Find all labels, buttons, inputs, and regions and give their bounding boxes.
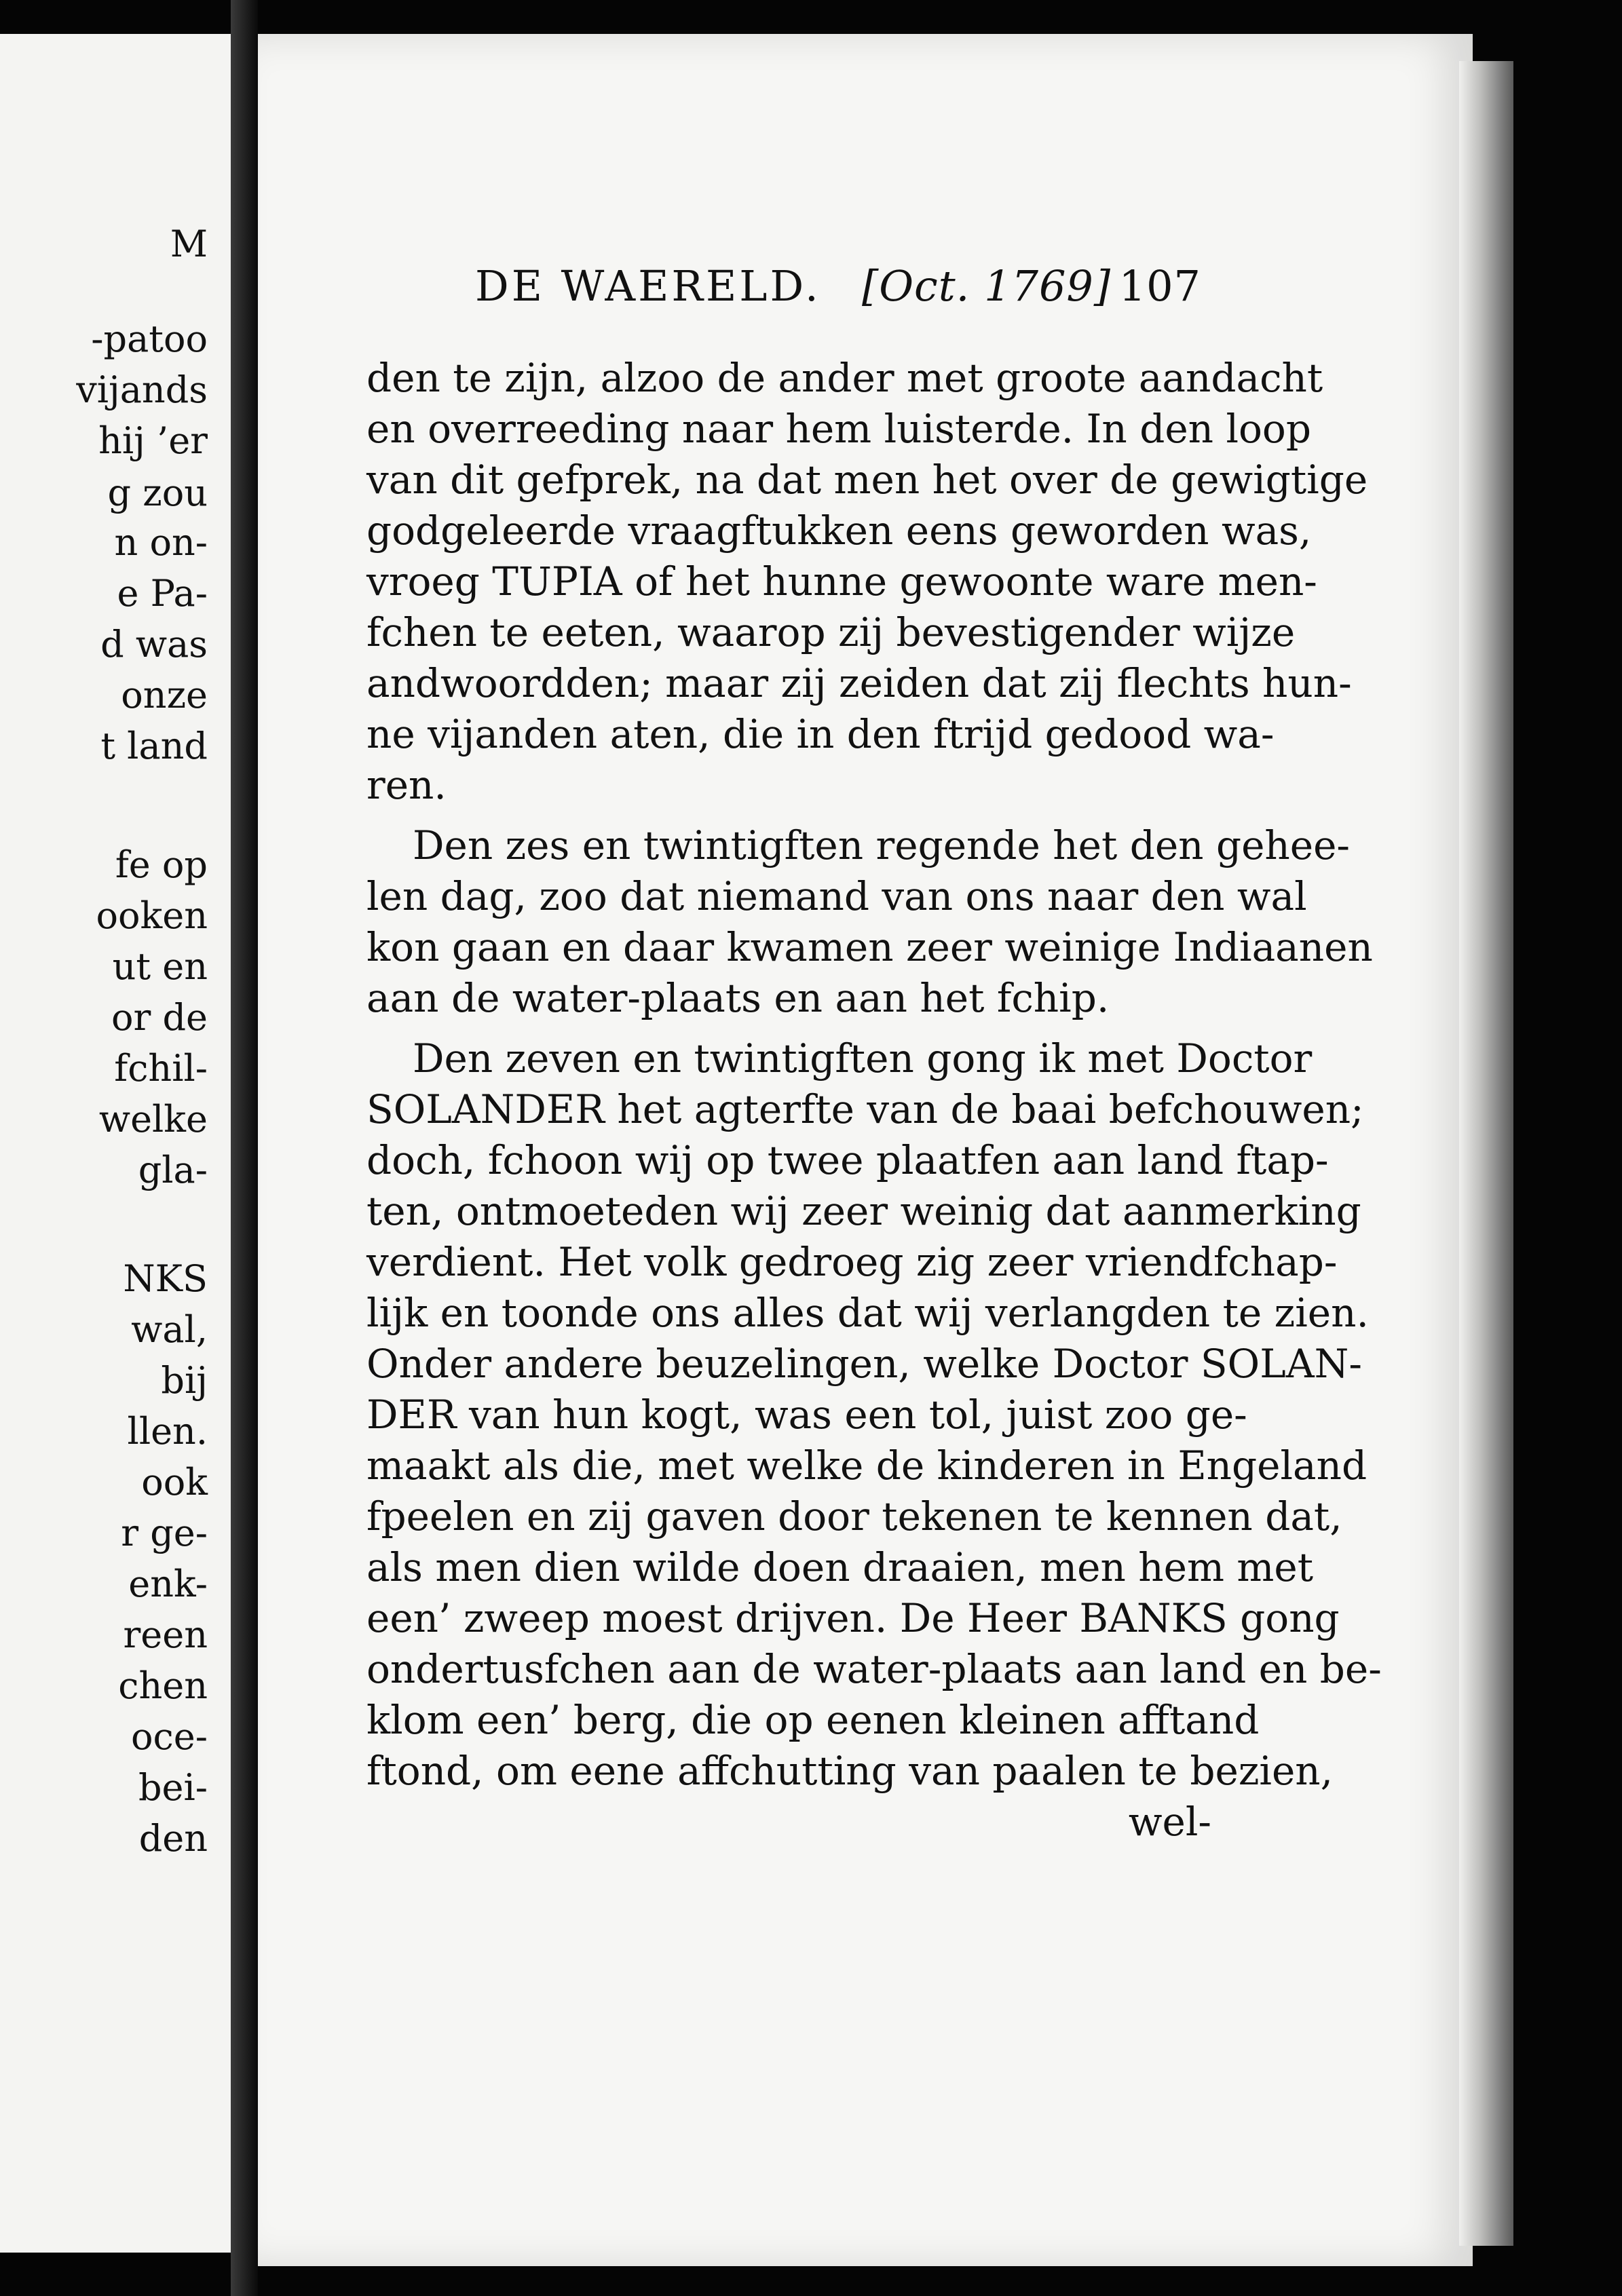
left-page-line: or de [111,996,208,1039]
left-page-line: enk- [128,1563,208,1605]
catchword: wel- [1128,1799,1211,1845]
text-line: van dit gefprek, na dat men het over de gewigtige [366,457,1368,503]
text-line: len dag, zoo dat niemand van ons naar den wal [366,873,1307,919]
left-page-line: d was [100,623,208,666]
left-page-line: den [138,1817,208,1860]
left-page-line: g zou [107,472,208,514]
left-page-line: e Pa- [117,572,208,615]
left-page-line: welke [98,1098,208,1141]
text-line: aan de water-plaats en aan het fchip. [366,975,1110,1021]
text-line: godgeleerde vraagftukken eens geworden was, [366,508,1312,554]
text-line: SOLANDER het agterfte van de baai befchouwen; [366,1086,1364,1132]
text-line: lijk en toonde ons alles dat wij verlangden te zien. [366,1290,1369,1336]
left-page-line: fchil- [114,1047,208,1090]
left-page-line: ook [141,1461,208,1504]
left-page-line: fe op [115,843,208,886]
text-line: ondertusfchen aan de water-plaats aan land en be- [366,1646,1382,1692]
paragraph-2 [366,820,1373,1024]
left-page-line: r ge- [121,1512,208,1554]
text-line: DER van hun kogt, was een tol, juist zoo ge- [366,1392,1247,1438]
text-line: fpeelen en zij gaven door tekenen te kennen dat, [366,1493,1342,1539]
left-page-line: wal, [131,1308,208,1351]
text-line: maakt als die, met welke de kinderen in Engeland [366,1442,1368,1489]
page-edge-shadow [1459,61,1513,2246]
running-head [475,261,1208,315]
left-page-line: chen [118,1664,208,1707]
paragraph-3 [366,1033,1382,1797]
text-line: Den zes en twintigften regende het den gehee- [413,822,1351,868]
text-line: doch, fchoon wij op twee plaatfen aan land ftap- [366,1137,1329,1183]
left-page-line: ooken [96,894,208,937]
page-number: 107 [1118,261,1201,311]
left-page-line: n on- [114,521,208,564]
text-line: fchen te eeten, waarop zij bevestigender wijze [366,609,1296,655]
text-line: ftond, om eene affchutting van paalen te bezien, [366,1748,1334,1794]
body-text [366,353,1382,1848]
left-page-line: bei- [138,1766,208,1809]
text-line: ne vijanden aten, die in den ftrijd gedood wa- [366,711,1275,757]
left-page-line: vijands [76,368,208,411]
running-head-title: DE WAERELD. [475,261,821,311]
text-line: andwoordden; maar zij zeiden dat zij flechts hun- [366,660,1352,706]
left-page-line: onze [121,674,208,716]
left-page-line: t land [100,725,208,767]
text-line: Onder andere beuzelingen, welke Doctor SOLAN- [366,1341,1362,1387]
text-line: Den zeven en twintigften gong ik met Doctor [413,1035,1313,1082]
left-page-line: ut en [112,945,208,988]
book-gutter [231,0,258,2296]
text-line: als men dien wilde doen draaien, men hem met [366,1544,1314,1590]
text-line: klom een’ berg, die op eenen kleinen afftand [366,1697,1260,1743]
text-line: een’ zweep moest drijven. De Heer BANKS gong [366,1595,1340,1641]
text-line: verdient. Het volk gedroeg zig zeer vriendfchap- [366,1239,1338,1285]
left-page-line: llen. [127,1410,208,1453]
left-page-line: gla- [138,1149,208,1191]
running-head-date: [Oct. 1769] [862,261,1112,311]
left-page-line: reen [123,1613,208,1656]
text-line: den te zijn, alzoo de ander met groote aandacht [366,355,1323,401]
left-page-line: M [170,223,208,265]
left-facing-page [0,34,231,2253]
text-line: en overreeding naar hem luisterde. In den loop [366,406,1311,452]
left-page-line: oce- [131,1715,208,1758]
left-page-line: -patoo [91,318,208,360]
text-line: kon gaan en daar kwamen zeer weinige Indiaanen [366,924,1373,970]
left-page-line: NKS [123,1257,208,1300]
paragraph-1 [366,353,1368,811]
text-line: ten, ontmoeteden wij zeer weinig dat aanmerking [366,1188,1361,1234]
text-line: ren. [366,762,447,808]
text-line: vroeg TUPIA of het hunne gewoonte ware men- [366,558,1317,605]
left-page-line: hij ’er [98,419,208,462]
left-page-line: bij [161,1359,208,1402]
